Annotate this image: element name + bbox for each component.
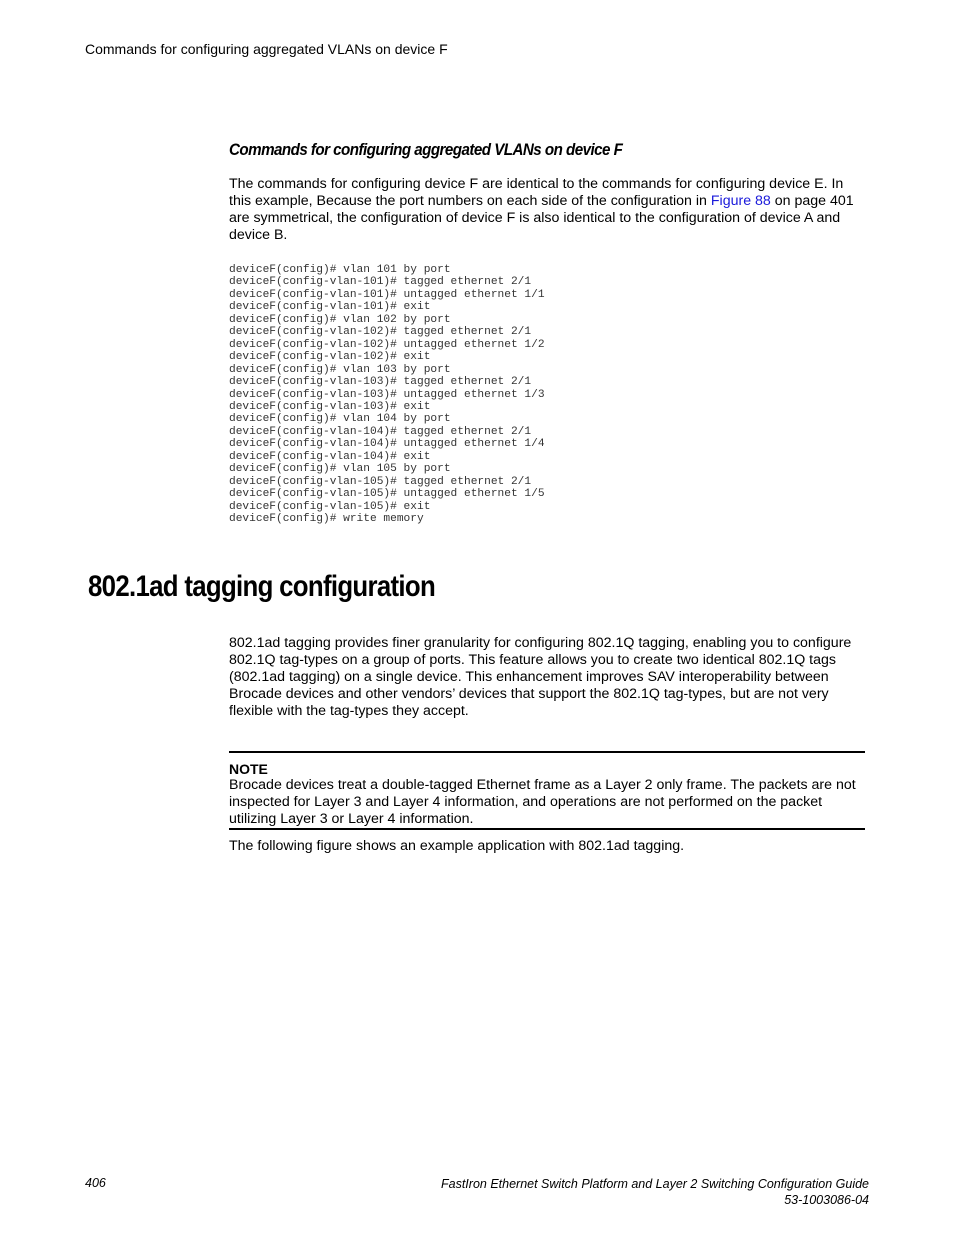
note-bottom-rule [229, 828, 865, 830]
note-text: Brocade devices treat a double-tagged Ethernet frame as a Layer 2 only frame. The packets are not inspected for Layer 3 and Layer 4 information, and operations are not performed on the packet utilizing Layer 3 or Layer 4 information. [229, 777, 856, 827]
figure-88-link[interactable]: Figure 88 [710, 193, 771, 209]
intro-text-after: on page 401 are symmetrical, the configuration of device F is also identical to the configuration of device A and device B. [229, 193, 854, 243]
subsection-intro [229, 176, 869, 244]
running-header: Commands for configuring aggregated VLANs on device F [85, 41, 448, 57]
guide-title: FastIron Ethernet Switch Platform and Layer 2 Switching Configuration Guide [441, 1177, 869, 1191]
footer-doc-info [441, 1176, 869, 1208]
doc-number: 53-1003086-04 [784, 1193, 869, 1207]
page-number: 406 [85, 1176, 106, 1190]
section-body: 802.1ad tagging provides finer granularity for configuring 802.1Q tagging, enabling you to configure 802.1Q tag-types on a group of ports. This feature allows you to create two identical 802.1Q tags (802.1ad tagging) on a single device. This enhancement improves SAV interoperability between Brocade devices and other vendors’ devices that support the 802.1Q tag-types, but are not very flexible with the tag-types they accept. [229, 635, 852, 719]
intro-text-before: The commands for configuring device F are identical to the commands for configuring device E. In this example, Because the port numbers on each side of the configuration in [229, 176, 844, 209]
note-top-rule [229, 751, 865, 753]
cli-code-block: deviceF(config)# vlan 101 by port deviceF(config-vlan-101)# tagged ethernet 2/1 deviceF(config-vlan-101)# untagged ethernet 1/1 deviceF(config-vlan-101)# exit deviceF(config)# vlan 102 by port deviceF(config-vlan-102)# tagged ethernet 2/1 deviceF(config-vlan-102)# untagged ethernet 1/2 deviceF(config-vlan-102)# exit deviceF(config)# vlan 103 by port deviceF(config-vlan-103)# tagged ethernet 2/1 deviceF(config-vlan-103)# untagged ethernet 1/3 deviceF(config-vlan-103)# exit deviceF(config)# vlan 104 by port deviceF(config-vlan-104)# tagged ethernet 2/1 deviceF(config-vlan-104)# untagged ethernet 1/4 deviceF(config-vlan-104)# exit deviceF(config)# vlan 105 by port deviceF(config-vlan-105)# tagged ethernet 2/1 deviceF(config-vlan-105)# untagged ethernet 1/5 deviceF(config-vlan-105)# exit deviceF(config)# write memory [229, 264, 545, 526]
section-title: 802.1ad tagging configuration [88, 570, 436, 603]
figure-intro: The following figure shows an example application with 802.1ad tagging. [229, 838, 685, 854]
note-label: NOTE [229, 761, 268, 777]
subsection-title: Commands for configuring aggregated VLANs on device F [229, 141, 623, 159]
